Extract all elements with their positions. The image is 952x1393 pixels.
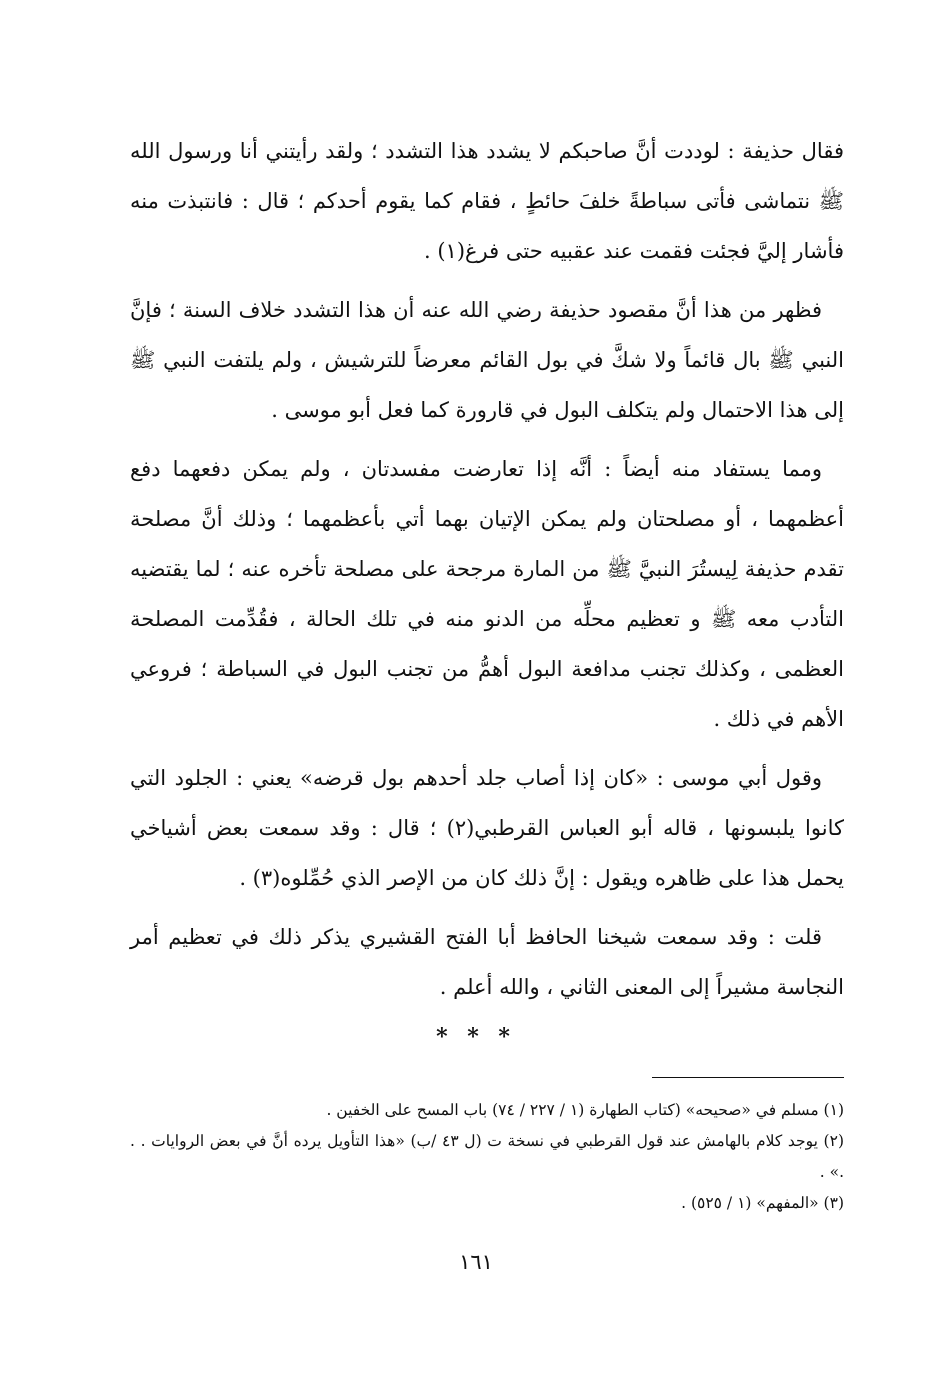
footnote: (٣) «المفهم» (١ / ٥٢٥) . bbox=[681, 1194, 844, 1212]
paragraph: ومما يستفاد منه أيضاً : أنَّه إذا تعارضت مفسدتان ، ولم يمكن دفعهما دفع أعظمهما ، أو مصلحتان ولم يمكن الإتيان بهما أتي بأعظمهما ؛ وذلك أنَّ مصلحة تقدم حذيفة لِيستُرَ النبيَّ ﷺ من المارة مرجحة على مصلحة تأخره عنه ؛ لما يقتضيه التأدب معه ﷺ و تعظيم محلِّه من الدنو منه في تلك الحالة ، فقُدِّمت المصلحة العظمى ، وكذلك تجنب مدافعة البول أهمُّ من تجنب البول في السباطة ؛ فروعي الأهم في ذلك . bbox=[130, 457, 844, 731]
paragraph: فقال حذيفة : لوددت أنَّ صاحبكم لا يشدد هذا التشدد ؛ ولقد رأيتني أنا ورسول الله ﷺ نتماشى فأتى سباطةً خلفَ حائطٍ ، فقام كما يقوم أحدكم ؛ قال : فانتبذت منه فأشار إليَّ فجئت فقمت عند عقبيه حتى فرغ(١) . bbox=[130, 139, 844, 263]
footnotes bbox=[130, 1095, 844, 1219]
main-text bbox=[130, 126, 844, 1021]
footnote: (١) مسلم في «صحيحه» (كتاب الطهارة (١ / ٢٢٧ / ٧٤) باب المسح على الخفين . bbox=[326, 1101, 844, 1119]
section-separator: * * * bbox=[436, 1024, 516, 1050]
paragraph: فظهر من هذا أنَّ مقصود حذيفة رضي الله عنه أن هذا التشدد خلاف السنة ؛ فإنَّ النبي ﷺ بال قائماً ولا شكَّ في بول القائم معرضاً للترشيش ، ولم يلتفت النبي ﷺ إلى هذا الاحتمال ولم يتكلف البول في قارورة كما فعل أبو موسى . bbox=[130, 298, 844, 422]
paragraph: وقول أبي موسى : «كان إذا أصاب جلد أحدهم بول قرضه» يعني : الجلود التي كانوا يلبسونها ، قاله أبو العباس القرطبي(٢) ؛ قال : وقد سمعت بعض أشياخي يحمل هذا على ظاهره ويقول : إنَّ ذلك كان من الإصر الذي حُمِّلوه(٣) . bbox=[130, 766, 844, 890]
footnote-divider bbox=[652, 1077, 844, 1078]
paragraph: قلت : وقد سمعت شيخنا الحافظ أبا الفتح القشيري يذكر ذلك في تعظيم أمر النجاسة مشيراً إلى المعنى الثاني ، والله أعلم . bbox=[130, 925, 844, 999]
footnote: (٢) يوجد كلام بالهامش عند قول القرطبي في نسخة ت (ل ٤٣ /ب) «هذا التأويل يرده أنَّ في بعض الروايات . . .» . bbox=[130, 1132, 844, 1181]
page-number: ١٦١ bbox=[459, 1250, 493, 1274]
